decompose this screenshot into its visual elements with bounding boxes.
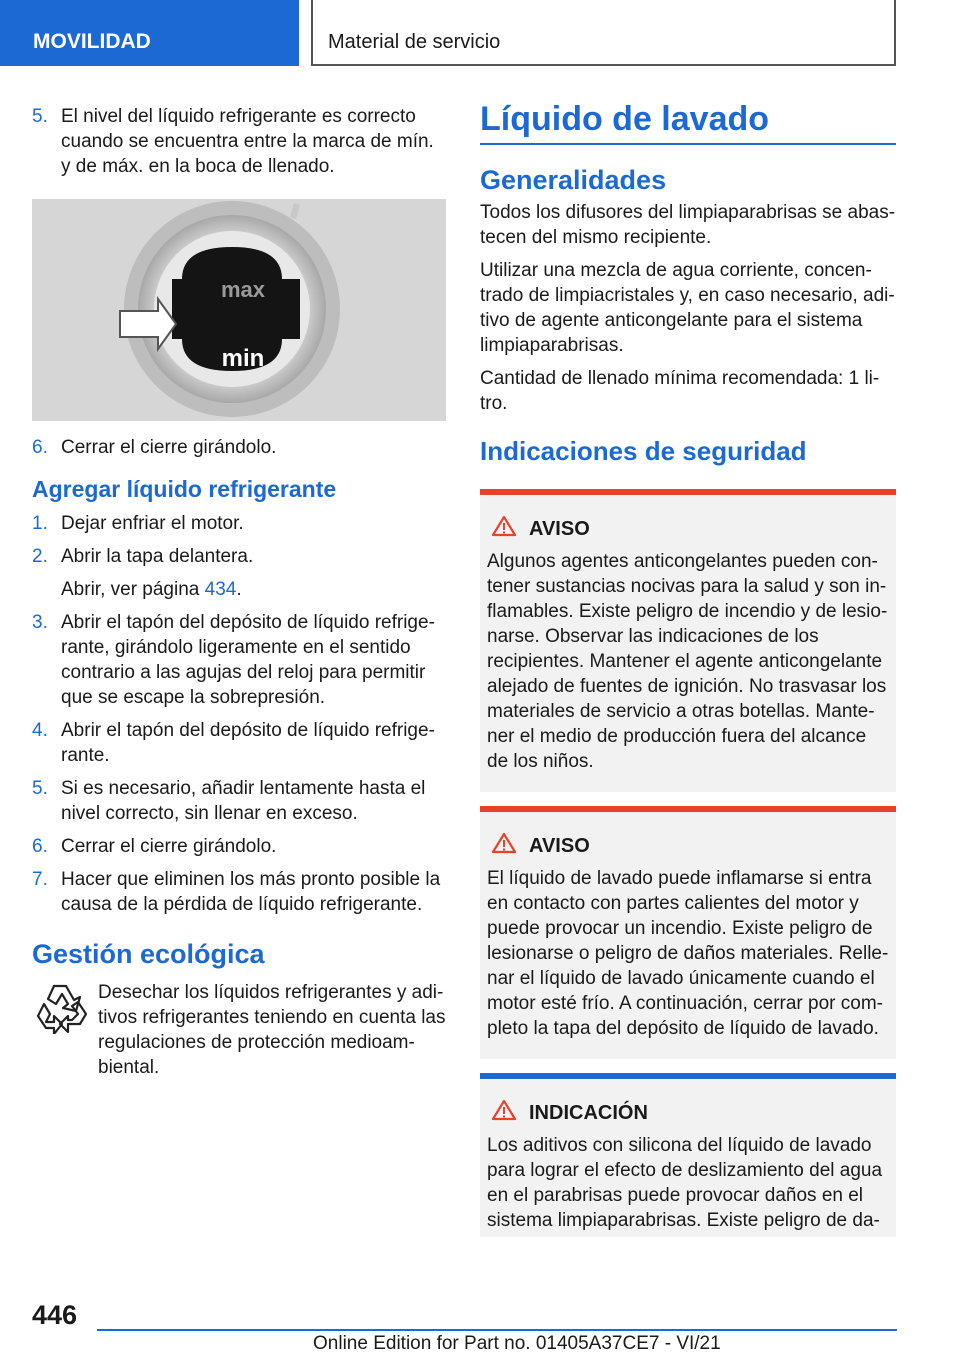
right-column: [480, 100, 896, 1251]
page-ref-suffix: .: [236, 579, 242, 600]
warning-box: [480, 806, 896, 1059]
step-text: Abrir el tapón del depósito de líquido refrige- rante, girándolo ligeramente en el sentido contrario a las agujas del reloj para permitir que se escape la sobrepresión.: [61, 612, 435, 708]
page-number: 446: [32, 1300, 78, 1330]
warning-box: [480, 489, 896, 792]
max-mark-label: max: [220, 277, 266, 302]
step-text: Dejar enfriar el motor.: [61, 513, 244, 534]
step-number: 7.: [32, 869, 48, 890]
eco-note: [32, 980, 446, 1080]
header-chapter: Material de servicio: [311, 0, 896, 66]
step-text: Cerrar el cierre girándolo.: [61, 437, 277, 458]
step-text: El nivel del líquido refrigerante es correcto cuando se encuentra entre la marca de mín. y de máx. en la boca de llenado.: [61, 106, 434, 177]
warning-text: El líquido de lavado puede inflamarse si entra en contacto con partes calientes del motor y puede provocar un incendio. Existe peligro de lesionarse o peligro de daños materiales. Relle- nar el líquido de lavado únicamente cuando el motor esté frío. A continuación, cerrar por com- pleto la tapa del depósito de líquido de lavado.: [487, 868, 889, 1039]
paragraph: Cantidad de llenado mínima recomendada: 1 li- tro.: [480, 368, 880, 414]
step-number: 1.: [32, 513, 48, 534]
step-text: Abrir la tapa delantera.: [61, 546, 254, 567]
recycle-icon: [32, 980, 88, 1041]
section-heading-eco: Gestión ecológica: [32, 939, 265, 969]
step-number: 6.: [32, 437, 48, 458]
step-number: 5.: [32, 778, 48, 799]
notice-box: [480, 1073, 896, 1237]
page-title: Líquido de lavado: [480, 100, 896, 145]
list-item: [32, 834, 446, 859]
step-number: 4.: [32, 720, 48, 741]
eco-text: Desechar los líquidos refrigerantes y adi- tivos refrigerantes teniendo en cuenta las regulaciones de protección medioam- biental.: [98, 982, 446, 1078]
list-item: [32, 776, 446, 826]
list-item: [32, 867, 446, 917]
page-ref-prefix: Abrir, ver página: [61, 579, 205, 600]
left-column: [32, 104, 446, 1080]
step-number: 6.: [32, 836, 48, 857]
header-section: MOVILIDAD: [0, 0, 299, 66]
notice-title: INDICACIÓN: [529, 1101, 648, 1124]
warning-icon: [491, 832, 517, 860]
warning-text: Algunos agentes anticongelantes pueden con- tener sustancias nocivas para la salud y son in- flamables. Existe peligro de incendio y de lesio- narse. Observar las indicaciones de los recipientes. Mantener el agente anticongelante alejado de fuentes de ignición. No trasvasar los materiales de servicio a otras botellas. Mante- ner el medio de producción fuera del alcance de los niños.: [487, 551, 888, 772]
edition-note: Online Edition for Part no. 01405A37CE7 - VI/21: [313, 1333, 721, 1354]
section-heading-general: Generalidades: [480, 165, 667, 195]
warning-icon: [491, 515, 517, 543]
list-item: [32, 511, 446, 536]
notice-text: Los aditivos con silicona del líquido de lavado para lograr el efecto de deslizamiento del agua en el parabrisas puede provocar daños en el sistema limpiaparabrisas. Existe peligro de da-: [487, 1135, 883, 1231]
min-mark-label: min: [221, 345, 265, 372]
coolant-reservoir-figure: [32, 199, 446, 421]
step-number: 2.: [32, 546, 48, 567]
list-item: [32, 610, 446, 710]
list-item: [32, 104, 446, 179]
section-heading-add-coolant: Agregar líquido refrigerante: [32, 476, 337, 502]
step-sub-text: [32, 577, 446, 602]
step-text: Cerrar el cierre girándolo.: [61, 836, 277, 857]
paragraph: Todos los difusores del limpiaparabrisas se abas- tecen del mismo recipiente.: [480, 202, 896, 248]
list-item: [32, 435, 446, 460]
step-number: 5.: [32, 106, 48, 127]
warning-title: AVISO: [529, 834, 590, 857]
list-item: [32, 544, 446, 569]
warning-title: AVISO: [529, 517, 590, 540]
step-text: Abrir el tapón del depósito de líquido refrige- rante.: [61, 720, 435, 766]
notice-icon: [491, 1099, 517, 1127]
coolant-level-illustration: [32, 199, 446, 421]
step-text: Hacer que eliminen los más pronto posible la causa de la pérdida de líquido refrigerante.: [61, 869, 441, 915]
step-text: Si es necesario, añadir lentamente hasta el nivel correcto, sin llenar en exceso.: [61, 778, 426, 824]
list-item: [32, 718, 446, 768]
section-heading-safety: Indicaciones de seguridad: [480, 436, 807, 466]
footer-divider: [97, 1329, 897, 1331]
step-number: 3.: [32, 612, 48, 633]
paragraph: Utilizar una mezcla de agua corriente, concen- trado de limpiacristales y, en caso necesario, adi- tivo de agente anticongelante para el sistema limpiaparabrisas.: [480, 260, 895, 356]
page-link[interactable]: 434: [204, 579, 237, 600]
